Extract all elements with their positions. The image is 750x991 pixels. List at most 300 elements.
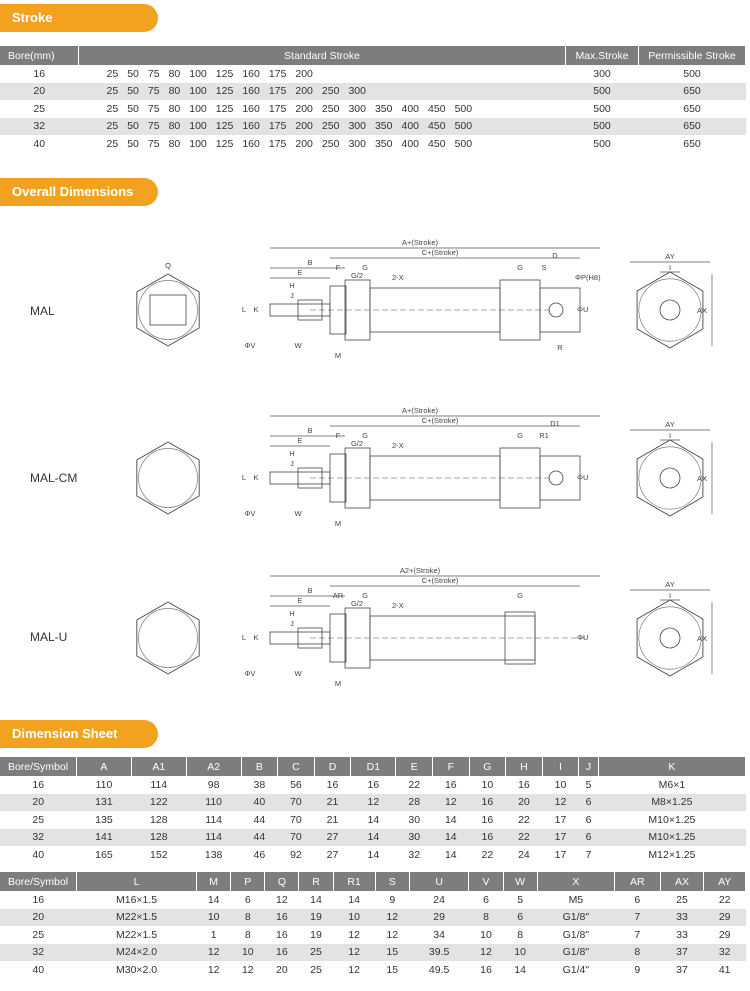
dimension-table-1 [0,757,746,864]
table-cell: M30×2.0 [115,963,158,976]
table-cell: 32 [0,944,77,962]
table-cell: 17 [554,813,567,826]
table-cell: 16 [481,813,494,826]
table-cell: 32 [0,829,77,847]
table-row [0,829,746,847]
stroke-value: 450 [428,137,446,150]
table-cell: 30 [408,813,421,826]
table-cell: M22×1.5 [77,909,197,927]
stroke-permissible: 650 [683,137,701,150]
stroke-value: 50 [127,102,139,115]
table-cell: 40 [241,794,278,812]
table-cell: 46 [253,848,266,861]
dimension-label: F [335,431,341,440]
table-cell: 131 [77,794,132,812]
table-cell: 16 [480,963,492,976]
stroke-value: 25 [106,85,119,98]
stroke-value: 125 [215,137,234,150]
dimension-label: H [289,281,295,290]
stroke-max: 300 [593,67,611,80]
dimension-label: A+(Stroke) [401,406,439,415]
table-cell: 7 [634,928,641,941]
table2-header-13: AX [660,872,704,891]
table-cell: 12 [386,928,399,941]
table-cell: 6 [244,893,251,906]
stroke-value: 200 [295,120,313,133]
table1-header-10: G [469,757,506,776]
table2-header-8: U [409,872,469,891]
stroke-permissible: 650 [639,83,746,101]
table-cell: G1/4" [562,963,590,976]
stroke-value: 125 [215,85,234,98]
table-cell: 25 [32,928,45,941]
dimension-label: L [241,305,247,314]
table-row [0,891,746,909]
stroke-value: 350 [374,102,393,115]
table-cell: M22×1.5 [115,928,158,941]
table-cell: 16 [326,778,339,791]
stroke-value: 250 [321,137,340,150]
stroke-max: 500 [566,118,639,136]
table1-header-5: C [278,757,315,776]
stroke-value: 75 [147,120,160,133]
pin-hole [549,303,563,317]
table-cell: 12 [276,893,288,906]
table-cell: 38 [253,778,266,791]
table-row [0,135,746,153]
table-cell: 29 [718,928,731,941]
stroke-value: 300 [348,102,366,115]
stroke-value: 175 [268,120,287,133]
table-cell: 12 [375,909,409,927]
stroke-header-3: Permissible Stroke [639,46,746,65]
table-cell: 22 [518,813,530,826]
table-cell: 32 [408,848,421,861]
stroke-value: 50 [127,85,139,98]
table-cell: 14 [444,813,457,826]
table1-header-8: E [396,757,433,776]
right-end-view-1-inner [639,447,701,509]
left-end-view-2 [137,602,199,674]
model-label-mal-u: MAL-U [30,630,68,644]
right-end-view-2 [637,600,703,676]
dimension-label: C+(Stroke) [421,576,459,585]
cylinder-barrel-0 [370,288,500,332]
left-end-view-0-inner [138,280,197,339]
table-cell: 16 [265,944,299,962]
table-cell: 7 [585,848,592,861]
table-cell: 30 [396,829,433,847]
table-row [0,794,746,812]
table-row [0,811,746,829]
table1-header-6: D [314,757,351,776]
table-cell: 12 [433,794,470,812]
stroke-value: 100 [189,85,207,98]
table-cell: 114 [205,813,223,826]
table-cell: 12 [333,944,375,962]
dimension-label: W [294,341,302,350]
table-cell: 27 [314,829,351,847]
table-cell: 15 [386,963,399,976]
dimension-label: ΦP(H8) [575,273,601,282]
dimension-label: L [241,633,247,642]
table-cell: M5 [568,893,584,906]
table-cell: 14 [348,893,360,906]
table-cell: 44 [241,829,278,847]
table-cell: 122 [131,794,186,812]
table2-header-11: X [537,872,614,891]
stroke-value: 25 [106,120,119,133]
stroke-bore: 32 [0,118,79,136]
table-cell: 8 [231,909,265,927]
cylinder-barrel-1 [370,456,500,500]
table-cell: 110 [95,778,113,791]
dimension-label: AY [665,252,675,261]
dimension-label: 2-X [392,441,404,450]
rod-end-2 [660,628,680,648]
dimension-label: Q [165,261,171,270]
dimension-label: AR [332,591,344,600]
table-cell: 12 [348,928,360,941]
table-cell: 20 [0,794,77,812]
table-cell: 22 [718,893,731,906]
table-cell: 9 [389,893,396,906]
dimension-label: AY [665,420,675,429]
stroke-max: 500 [593,102,611,115]
table-cell: 138 [204,848,223,861]
dimension-label: AY [665,580,675,589]
table-cell: 110 [186,794,241,812]
stroke-value: 50 [127,67,139,80]
table-cell: 10 [480,928,492,941]
dimension-label: G [362,263,368,272]
table-cell: 16 [367,778,380,791]
stroke-value: 175 [268,67,287,80]
table-cell: 49.5 [428,963,450,976]
rod-end-0 [660,300,680,320]
table-cell: 16 [469,829,506,847]
table-row [0,846,746,864]
dimension-label: AX [696,474,708,483]
dimension-label: H [289,609,295,618]
table-cell: 12 [542,794,579,812]
table1-header-11: H [506,757,543,776]
dimension-label: ΦV [244,341,256,350]
stroke-value: 50 [127,120,139,133]
table-cell: 14 [514,963,526,976]
table-cell: 6 [579,829,599,847]
stroke-value: 200 [295,67,313,80]
dimension-label: K [253,305,259,314]
table2-header-12: AR [615,872,661,891]
table-cell: 14 [433,829,470,847]
right-end-view-0 [637,272,703,348]
table-cell: 21 [314,794,351,812]
left-end-view-1-inner [138,448,197,507]
table-cell: 25 [32,813,45,826]
dimension-label: G/2 [350,439,364,448]
table-cell: 10 [481,778,494,791]
table-cell: 12 [241,963,254,976]
table-cell: 14 [351,829,396,847]
table-cell: 29 [409,909,469,927]
stroke-value: 400 [401,120,420,133]
table-cell: 37 [660,944,704,962]
table-cell: 41 [718,963,731,976]
dimension-label: B [307,258,313,267]
table-cell: 44 [253,813,266,826]
stroke-value: 400 [401,137,420,150]
rod-end-1 [660,468,680,488]
dimension-label: J [290,291,294,300]
dimension-label: W [294,669,302,678]
table-cell: 6 [503,909,537,927]
table-row [0,65,746,83]
table1-header-3: A2 [186,757,241,776]
stroke-value: 80 [168,85,181,98]
stroke-values [79,65,566,83]
dimension-label: R1 [539,431,549,440]
right-end-view-2-inner [639,607,701,669]
stroke-value: 80 [168,102,181,115]
table-cell: 16 [265,909,299,927]
dimension-label: I [668,591,672,600]
table-cell: 22 [506,829,543,847]
table-cell: 6 [585,813,592,826]
dimension-label: B [307,586,313,595]
stroke-value: 250 [321,85,340,98]
stroke-bore: 25 [33,102,46,115]
dimension-label: L [241,473,247,482]
stroke-value: 300 [348,120,366,133]
table-cell: 14 [444,848,457,861]
table-cell: 152 [150,848,168,861]
dimension-label: M [334,519,342,528]
table-cell: 19 [310,928,322,941]
table-cell: 32 [704,944,746,962]
stroke-value: 160 [242,120,260,133]
dimension-label: D [552,251,558,260]
dimension-label: I [668,431,672,440]
left-end-view-0 [137,274,199,346]
table-cell: 29 [704,909,746,927]
table1-header-4: B [241,757,278,776]
port-square [150,295,186,325]
table-row [0,961,746,979]
table-cell: 12 [348,963,360,976]
table-cell: G1/8" [562,928,590,941]
dimension-label: E [297,436,303,445]
table1-header-0: Bore/Symbol [0,757,77,776]
stroke-value: 125 [215,102,234,115]
stroke-value: 80 [168,67,181,80]
table-cell: 40 [32,963,45,976]
table-row [0,100,746,118]
table-cell: 20 [0,909,77,927]
stroke-value: 100 [189,67,207,80]
stroke-value: 175 [268,85,287,98]
stroke-value: 25 [106,67,119,80]
table-row [0,118,746,136]
table2-header-0: Bore/Symbol [0,872,77,891]
dimension-label: ΦU [577,305,589,314]
table-cell: 28 [396,794,433,812]
stroke-value: 250 [321,102,340,115]
dimension-label: G [362,431,368,440]
dimension-label: J [290,619,294,628]
stroke-permissible: 500 [683,67,701,80]
stroke-value: 160 [242,102,260,115]
table-row [0,944,746,962]
stroke-values [79,135,566,153]
dimension-label: K [253,633,259,642]
table1-header-1: A [77,757,132,776]
dimension-label: AX [696,634,708,643]
model-label-mal: MAL [30,304,55,318]
table-cell: 33 [676,928,688,941]
table-cell: 16 [32,778,45,791]
stroke-value: 160 [242,85,260,98]
table-cell: 27 [326,848,339,861]
table-cell: M24×2.0 [77,944,197,962]
table-cell: 128 [150,813,168,826]
stroke-value: 500 [454,102,473,115]
dimension-label: M [334,679,342,688]
stroke-section-tab: Stroke [0,4,158,32]
table-cell: 17 [542,829,579,847]
table-cell: 141 [77,829,132,847]
stroke-values [79,118,566,136]
stroke-value: 75 [147,102,160,115]
dimension-label: S [541,263,547,272]
table-cell: 10 [197,909,231,927]
dimension-label: A2+(Stroke) [399,566,441,575]
stroke-value: 125 [215,67,234,80]
stroke-value: 250 [321,120,340,133]
table-cell: 25 [676,893,688,906]
dimension-label: G [517,431,523,440]
table-cell: 7 [615,909,661,927]
stroke-max: 500 [566,83,639,101]
stroke-permissible: 650 [683,102,701,115]
stroke-value: 450 [428,102,446,115]
right-end-view-0-inner [639,279,701,341]
table-cell: 16 [518,778,530,791]
stroke-value: 300 [348,85,366,98]
table-cell: 34 [433,928,445,941]
table2-header-7: S [375,872,409,891]
dimension-label: G [517,263,523,272]
table-cell: 24 [433,893,445,906]
table1-header-14: K [598,757,745,776]
table2-header-4: Q [265,872,299,891]
table1-header-9: F [433,757,470,776]
stroke-value: 500 [454,137,473,150]
dimension-label: A+(Stroke) [401,238,439,247]
dimension-sheet-section-tab: Dimension Sheet [0,720,158,748]
table-cell: 37 [676,963,688,976]
table1-header-12: I [542,757,579,776]
stroke-value: 500 [454,120,473,133]
table-cell: 10 [231,944,265,962]
table-cell: 98 [207,778,220,791]
stroke-value: 200 [295,102,313,115]
table-cell: 1 [210,928,217,941]
table-cell: 10 [503,944,537,962]
table-cell: 33 [660,909,704,927]
dimension-label: C+(Stroke) [421,248,459,257]
table-cell: G1/8" [537,909,614,927]
stroke-value: 200 [295,85,313,98]
table-cell: M12×1.25 [648,848,696,861]
table-cell: 12 [197,944,231,962]
table-cell: 114 [186,829,241,847]
table-cell: 8 [517,928,524,941]
overall-dimensions-section-tab: Overall Dimensions [0,178,158,206]
table-cell: 10 [333,909,375,927]
table-cell: 16 [444,778,457,791]
stroke-value: 100 [189,102,207,115]
table-cell: 92 [290,848,302,861]
dimension-label: E [297,268,303,277]
stroke-value: 400 [401,102,420,115]
stroke-value: 160 [242,67,260,80]
table-cell: 14 [207,893,220,906]
table-cell: 135 [95,813,113,826]
table-cell: 15 [375,944,409,962]
table-cell: 5 [517,893,524,906]
stroke-permissible: 650 [639,118,746,136]
table2-header-3: P [231,872,265,891]
table-cell: 128 [131,829,186,847]
stroke-values [79,100,566,118]
table1-header-13: J [579,757,599,776]
table-cell: 22 [408,778,421,791]
dimension-label: ΦU [577,473,589,482]
dimension-label: E [297,596,303,605]
stroke-value: 300 [348,137,366,150]
dimension-label: H [289,449,295,458]
stroke-value: 175 [268,102,287,115]
table-cell: M8×1.25 [598,794,745,812]
dimension-label: G [362,591,368,600]
table-cell: 25 [310,963,322,976]
table2-header-14: AY [704,872,746,891]
dimension-label: AX [696,306,708,315]
table2-header-6: R1 [333,872,375,891]
pin-hole [549,471,563,485]
table-cell: 20 [506,794,543,812]
dimension-label: G [517,591,523,600]
dimension-label: W [294,509,302,518]
dimension-label: B [307,426,313,435]
table-cell: 5 [585,778,592,791]
stroke-max: 500 [593,137,611,150]
stroke-values [79,83,566,101]
dimension-label: ΦU [577,633,589,642]
right-end-view-1 [637,440,703,516]
table-cell: 14 [367,813,380,826]
dimension-label: J [290,459,294,468]
stroke-value: 25 [106,137,119,150]
stroke-value: 100 [189,120,207,133]
table-cell: 56 [290,778,302,791]
stroke-value: 50 [127,137,139,150]
table-cell: 16 [276,928,288,941]
dimension-label: ΦV [244,669,256,678]
stroke-value: 450 [428,120,446,133]
stroke-value: 100 [189,137,207,150]
